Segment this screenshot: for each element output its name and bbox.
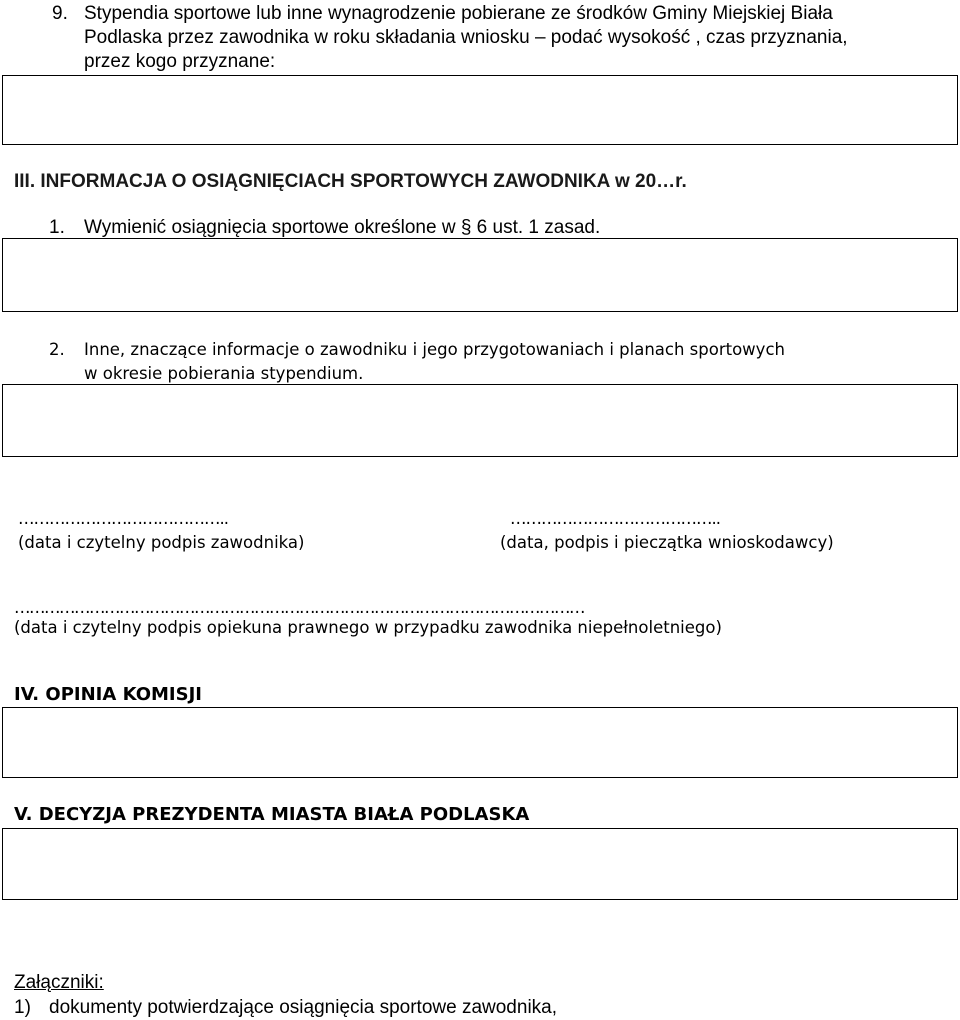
signature-dots-applicant: …………………………………..: [510, 509, 720, 528]
q9-text-line2: Podlaska przez zawodnika w roku składania wniosku – podać wysokość , czas przyznania,: [84, 27, 848, 48]
signature-dots-athlete: …………………………………..: [18, 509, 228, 528]
q9-text-line3: przez kogo przyznane:: [84, 51, 276, 72]
section3-item1-text: Wymienić osiągnięcia sportowe określone w § 6 ust. 1 zasad.: [84, 217, 601, 238]
signature-dots-guardian: ……………………………………………………………………………………………………: [14, 598, 584, 617]
section4-heading: IV. OPINIA KOMISJI: [14, 684, 202, 705]
attachment-item1-text: dokumenty potwierdzające osiągnięcia sportowe zawodnika,: [49, 997, 558, 1018]
commission-opinion-box[interactable]: [2, 707, 958, 778]
attachments-heading: Załączniki:: [14, 972, 104, 993]
section5-heading: V. DECYZJA PREZYDENTA MIASTA BIAŁA PODLASKA: [14, 804, 530, 825]
achievements-answer-box[interactable]: [2, 238, 958, 312]
section3-heading: III. INFORMACJA O OSIĄGNIĘCIACH SPORTOWYCH ZAWODNIKA w 20…r.: [14, 171, 687, 192]
signature-label-guardian: (data i czytelny podpis opiekuna prawnego w przypadku zawodnika niepełnoletniego): [14, 618, 722, 637]
q9-number: 9.: [52, 3, 68, 24]
signature-label-applicant: (data, podpis i pieczątka wnioskodawcy): [500, 533, 834, 552]
president-decision-box[interactable]: [2, 828, 958, 900]
other-info-answer-box[interactable]: [2, 384, 958, 457]
section3-item2-line1: Inne, znaczące informacje o zawodniku i jego przygotowaniach i planach sportowych: [84, 340, 785, 359]
signature-label-athlete: (data i czytelny podpis zawodnika): [18, 533, 305, 552]
section3-item2-line2: w okresie pobierania stypendium.: [84, 364, 364, 383]
section3-item2-number: 2.: [49, 340, 65, 359]
q9-text-line1: Stypendia sportowe lub inne wynagrodzenie pobierane ze środków Gminy Miejskiej Biała: [84, 3, 833, 24]
section3-item1-number: 1.: [49, 217, 65, 238]
attachment-item1-number: 1): [14, 997, 31, 1018]
q9-answer-box[interactable]: [2, 75, 958, 145]
